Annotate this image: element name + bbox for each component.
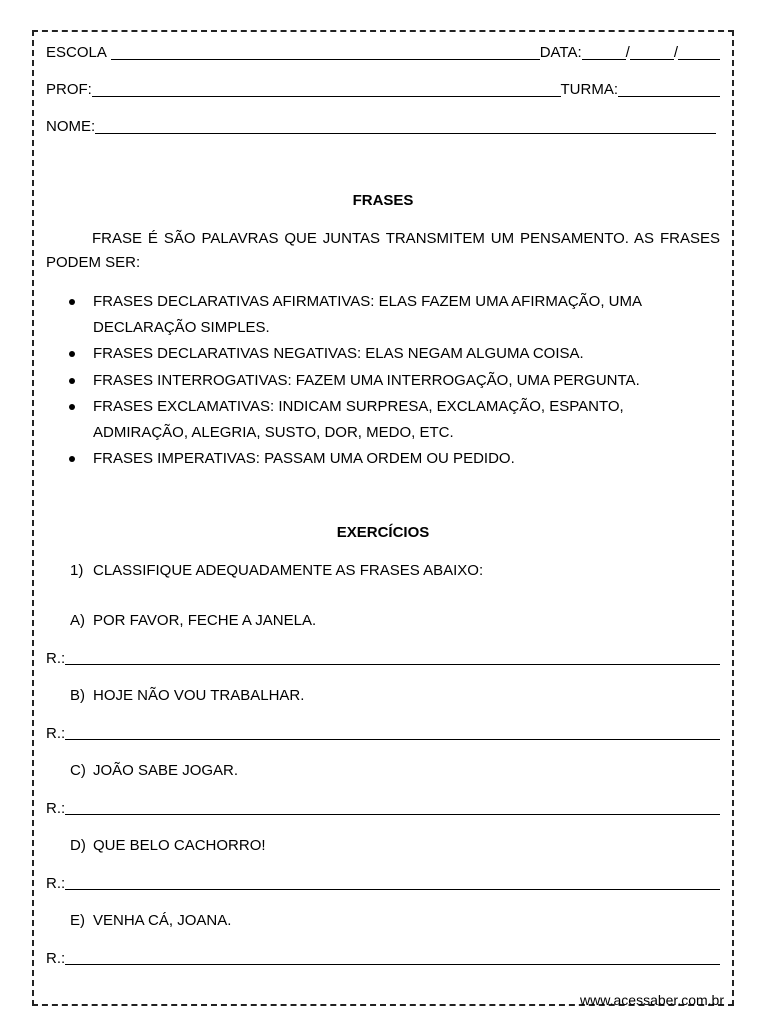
answer-line-a <box>46 650 720 667</box>
instruction <box>70 562 483 579</box>
escola-label: ESCOLA <box>46 44 107 61</box>
answer-label: R.: <box>46 875 66 892</box>
nome-field[interactable] <box>95 119 716 134</box>
bullet-icon <box>69 299 75 305</box>
answer-field[interactable] <box>65 875 720 890</box>
question-c: C) JOÃO SABE JOGAR. <box>70 762 239 779</box>
nome-line <box>46 118 720 136</box>
answer-label: R.: <box>46 725 66 742</box>
bullet-icon <box>69 351 75 357</box>
answer-field[interactable] <box>65 800 720 815</box>
bullet-icon <box>69 404 75 410</box>
question-a: A) POR FAVOR, FECHE A JANELA. <box>70 612 317 629</box>
frases-intro: FRASE É SÃO PALAVRAS QUE JUNTAS TRANSMITEM UM PENSAMENTO. AS FRASES PODEM SER: <box>46 230 720 271</box>
answer-line-c <box>46 800 720 817</box>
answer-line-d <box>46 875 720 892</box>
frases-title: FRASES <box>352 192 414 209</box>
answer-field[interactable] <box>65 725 720 740</box>
escola-line <box>46 44 720 62</box>
page-border <box>32 30 734 1006</box>
list-item: FRASES EXCLAMATIVAS: INDICAM SURPRESA, EXCLAMAÇÃO, ESPANTO, ADMIRAÇÃO, ALEGRIA, SUSTO, DOR, MEDO, ETC. <box>46 394 686 445</box>
escola-field[interactable] <box>111 45 540 60</box>
list-item: FRASES DECLARATIVAS NEGATIVAS: ELAS NEGAM ALGUMA COISA. <box>46 341 686 367</box>
question-b: B) HOJE NÃO VOU TRABALHAR. <box>70 687 305 704</box>
instruction-number: 1) <box>70 562 84 579</box>
bullet-icon <box>69 378 75 384</box>
answer-label: R.: <box>46 650 66 667</box>
date-year-field[interactable] <box>678 45 720 60</box>
date-sep-1: / <box>625 44 630 61</box>
date-sep-2: / <box>673 44 678 61</box>
list-item: FRASES INTERROGATIVAS: FAZEM UMA INTERROGAÇÃO, UMA PERGUNTA. <box>46 368 686 394</box>
answer-line-b <box>46 725 720 742</box>
answer-line-e <box>46 950 720 967</box>
answer-field[interactable] <box>65 950 720 965</box>
list-item: FRASES IMPERATIVAS: PASSAM UMA ORDEM OU PEDIDO. <box>46 446 686 472</box>
prof-label: PROF: <box>46 81 92 98</box>
answer-field[interactable] <box>65 650 720 665</box>
frases-list <box>46 289 686 473</box>
instruction-text: CLASSIFIQUE ADEQUADAMENTE AS FRASES ABAIXO: <box>93 562 484 579</box>
turma-field[interactable] <box>618 82 720 97</box>
date-day-field[interactable] <box>582 45 626 60</box>
prof-field[interactable] <box>92 82 561 97</box>
question-e: E) VENHA CÁ, JOANA. <box>70 912 232 929</box>
date-month-field[interactable] <box>630 45 674 60</box>
nome-label: NOME: <box>46 118 96 135</box>
data-label: DATA: <box>539 44 582 61</box>
prof-line <box>46 81 720 99</box>
bullet-icon <box>69 456 75 462</box>
answer-label: R.: <box>46 950 66 967</box>
list-item: FRASES DECLARATIVAS AFIRMATIVAS: ELAS FAZEM UMA AFIRMAÇÃO, UMA DECLARAÇÃO SIMPLES. <box>46 289 686 340</box>
footer-website[interactable]: www.acessaber.com.br <box>580 992 724 1008</box>
question-d: D) QUE BELO CACHORRO! <box>70 837 266 854</box>
exercicios-title: EXERCÍCIOS <box>336 524 430 541</box>
turma-label: TURMA: <box>560 81 618 98</box>
answer-label: R.: <box>46 800 66 817</box>
